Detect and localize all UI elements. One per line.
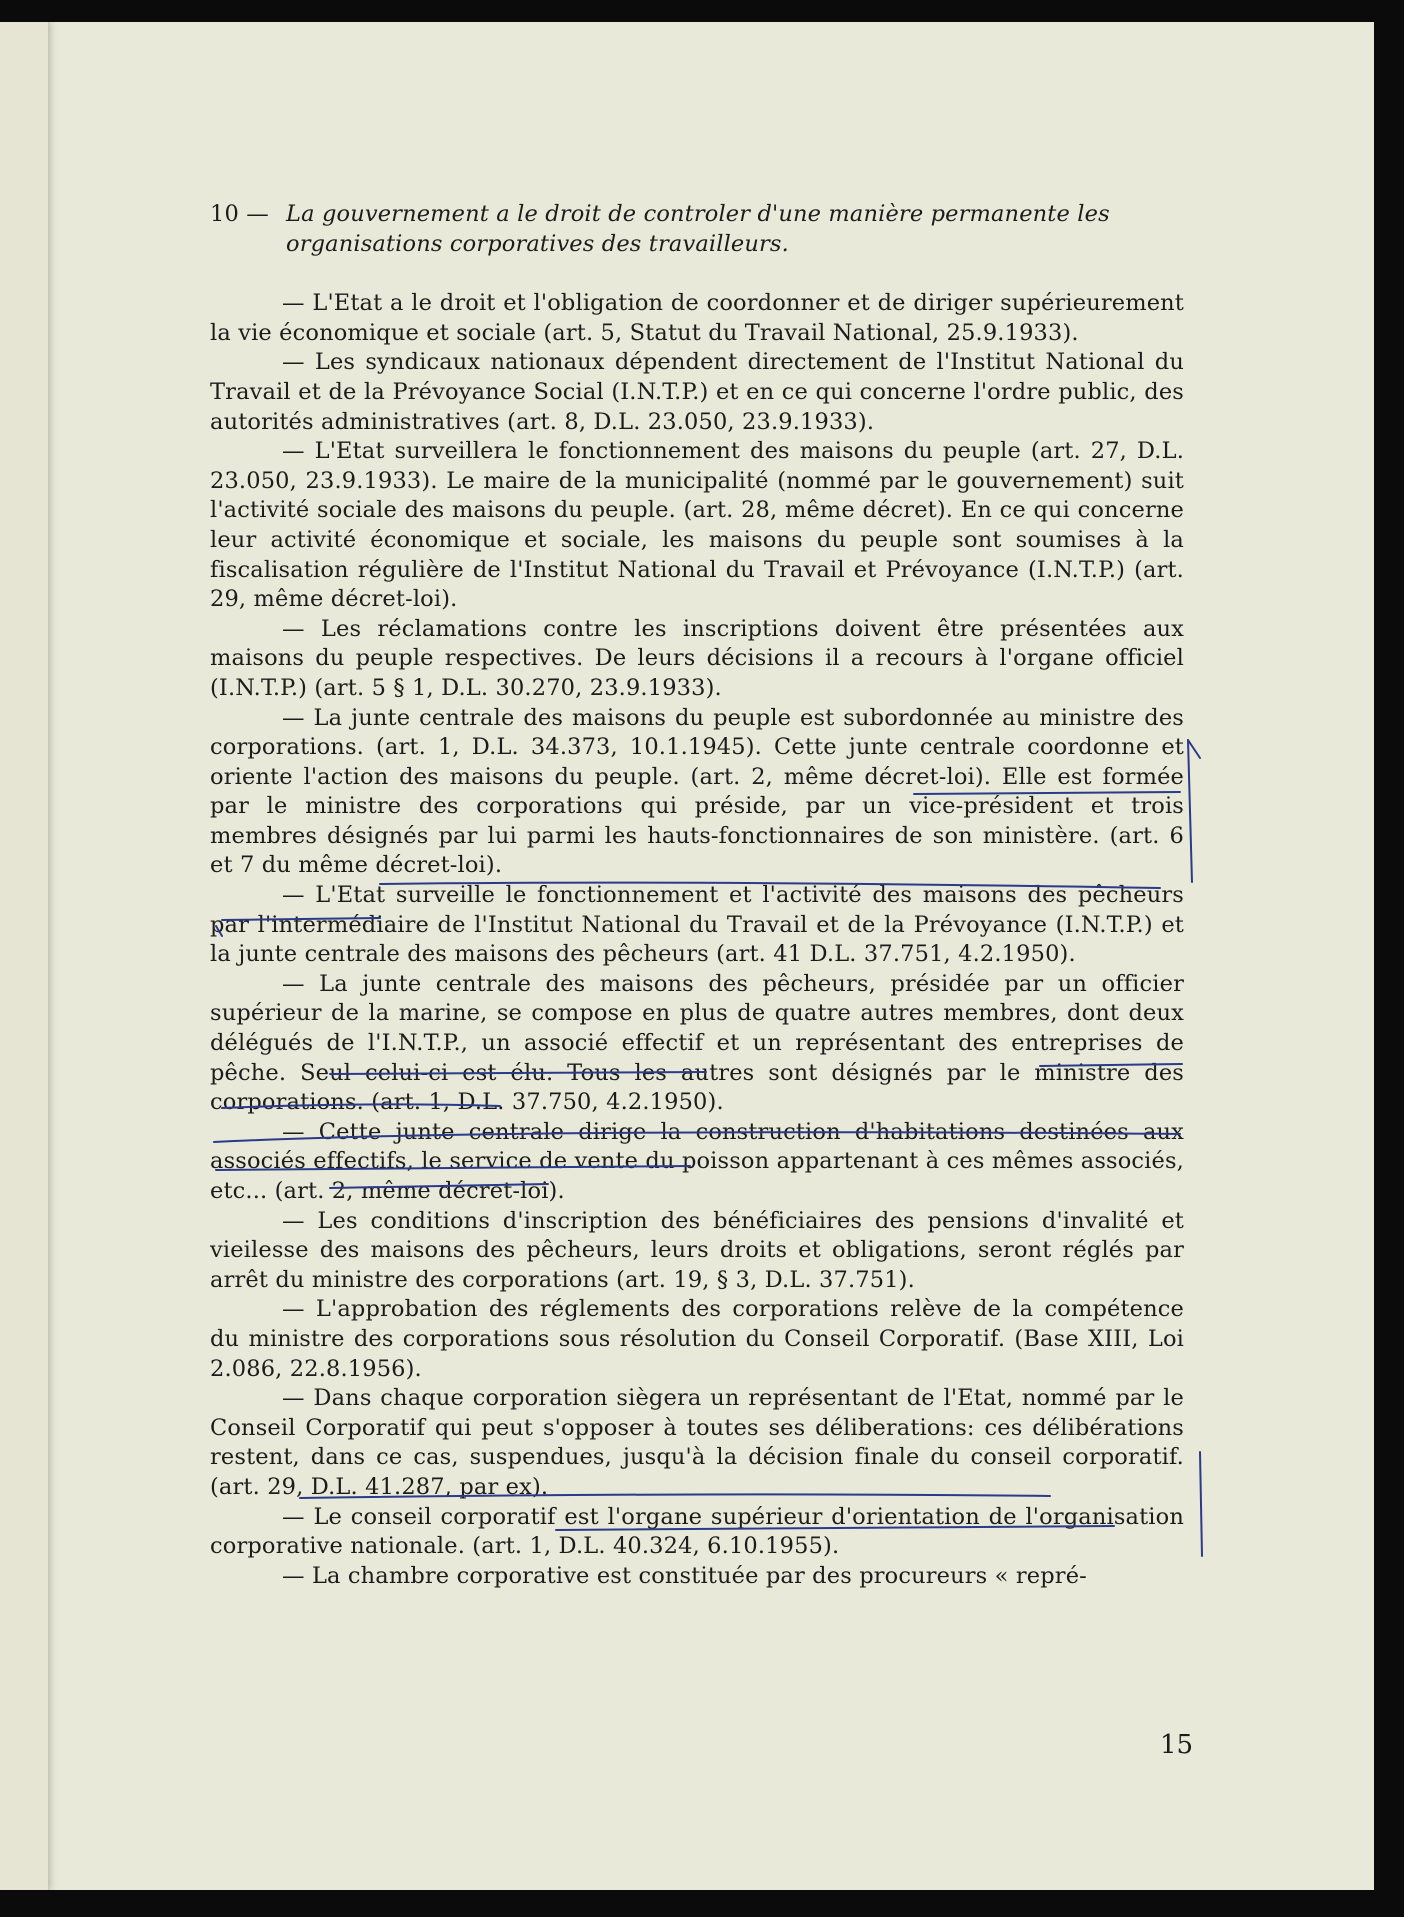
paragraph-12: — Le conseil corporatif est l'organe supérieur d'orientation de l'organisation corporative nationale. (art. 1, D.L. 40.324, 6.10.1955). bbox=[210, 1503, 1184, 1560]
paragraph-10: — L'approbation des réglements des corporations relève de la compétence du ministre des corporations sous résolution du Conseil Corporatif. (Base XIII, Loi 2.086, 22.8.1956). bbox=[210, 1296, 1184, 1382]
page-number: 15 bbox=[1160, 1730, 1194, 1760]
underline-dans-chaque bbox=[300, 1494, 1050, 1498]
paragraph-13: — La chambre corporative est constituée par des procureurs « repré- bbox=[282, 1562, 1087, 1589]
underline-entreprises bbox=[216, 1166, 690, 1170]
underline-cette-junte bbox=[914, 792, 1180, 794]
section-title-line2: organisations corporatives des travailleurs. bbox=[286, 230, 789, 257]
margin-tick-junte bbox=[1188, 740, 1200, 758]
section-title-line1: La gouvernement a le droit de controler d'une manière permanente les bbox=[286, 201, 1110, 227]
paragraph-4: — Les réclamations contre les inscriptions doivent être présentées aux maisons du peuple respectives. De leurs décisions il a recours à l'organe officiel (I.N.T.P.) (art. 5 § 1, D.L. 30.270, 23.9.1933). bbox=[210, 615, 1184, 701]
document-page bbox=[0, 22, 1374, 1890]
pen-annotations bbox=[0, 22, 1374, 1890]
tick-mark bbox=[216, 926, 222, 936]
underline-officier bbox=[1040, 1064, 1182, 1066]
paragraph-1: — L'Etat a le droit et l'obligation de coordonner et de diriger supérieurement la vie économique et sociale (art. 5, Statut du Travail National, 25.9.1933). bbox=[210, 290, 1184, 346]
underline-junte-pecheurs bbox=[330, 1072, 706, 1074]
underline-son-ministere bbox=[222, 918, 380, 920]
paragraph-3: — L'Etat surveillera le fonctionnement des maisons du peuple (art. 27, D.L. 23.050, 23.9.1933). Le maire de la municipalité (nommé par le gouvernement) suit l'activité sociale des maisons du peuple. (art. 28, même décret). En ce qui concerne leur activité économique et sociale, les maisons du peuple sont soumises à la fiscalisation régulière de l'Institut National du Travail et Prévoyance (I.N.T.P.) (art. 29, même décret-loi). bbox=[210, 438, 1184, 613]
paragraph-8: — Cette junte centrale dirige la construction d'habitations destinées aux associés effectifs, le service de vente du poisson appartenant à ces mêmes associés, etc... (art. 2, même décret-loi). bbox=[210, 1118, 1184, 1204]
paragraph-9: — Les conditions d'inscription des bénéficiaires des pensions d'invalité et vieilesse des maisons des pêcheurs, leurs droits et obligations, seront réglés par arrêt du ministre des corporations (art. 19, § 3, D.L. 37.751). bbox=[210, 1207, 1184, 1293]
underline-corporations bbox=[330, 1184, 548, 1188]
paragraph-11: — Dans chaque corporation siègera un représentant de l'Etat, nommé par le Conseil Corporatif qui peut s'opposer à toutes ses déliberations: ces délibérations restent, dans ce cas, suspendues, jusqu'à la décision finale du conseil corporatif. (art. 29, D.L. 41.287, par ex). bbox=[210, 1385, 1184, 1500]
paragraph-7: — La junte centrale des maisons des pêcheurs, présidée par un officier supérieur de la marine, se compose en plus de quatre autres membres, dont deux délégués de l'I.N.T.P., un associé effectif et un représentant des entreprises de pêche. Seul celui-ci est élu. Tous les autres sont désignés par le ministre des corporations. (art. 1, D.L. 37.750, 4.2.1950). bbox=[210, 970, 1184, 1116]
underline-qui-peut bbox=[556, 1526, 1114, 1530]
underline-superieur bbox=[222, 1104, 500, 1108]
paragraph-6: — L'Etat surveille le fonctionnement et l'activité des maisons des pêcheurs par l'intermédiaire de l'Institut National du Travail et de la Prévoyance (I.N.T.P.) et la junte centrale des maisons des pêcheurs (art. 41 D.L. 37.751, 4.2.1950). bbox=[210, 882, 1184, 968]
underline-deux-delegues bbox=[214, 1132, 1180, 1142]
underline-trois-membres bbox=[380, 883, 1160, 888]
margin-bracket-junte bbox=[1188, 740, 1192, 882]
section-number: 10 — bbox=[210, 201, 269, 227]
margin-bracket-conseil bbox=[1200, 1452, 1202, 1556]
paragraph-2: — Les syndicaux nationaux dépendent directement de l'Institut National du Travail et de la Prévoyance Social (I.N.T.P.) et en ce qui concerne l'ordre public, des autorités administratives (art. 8, D.L. 23.050, 23.9.1933). bbox=[210, 349, 1184, 435]
paragraph-5: — La junte centrale des maisons du peuple est subordonnée au ministre des corporations. (art. 1, D.L. 34.373, 10.1.1945). Cette junte centrale coordonne et oriente l'action des maisons du peuple. (art. 2, même décret-loi). Elle est formée par le ministre des corporations qui préside, par un vice-président et trois membres désignés par lui parmi les hauts-fonctionnaires de son ministère. (art. 6 et 7 du même décret-loi). bbox=[210, 704, 1184, 879]
